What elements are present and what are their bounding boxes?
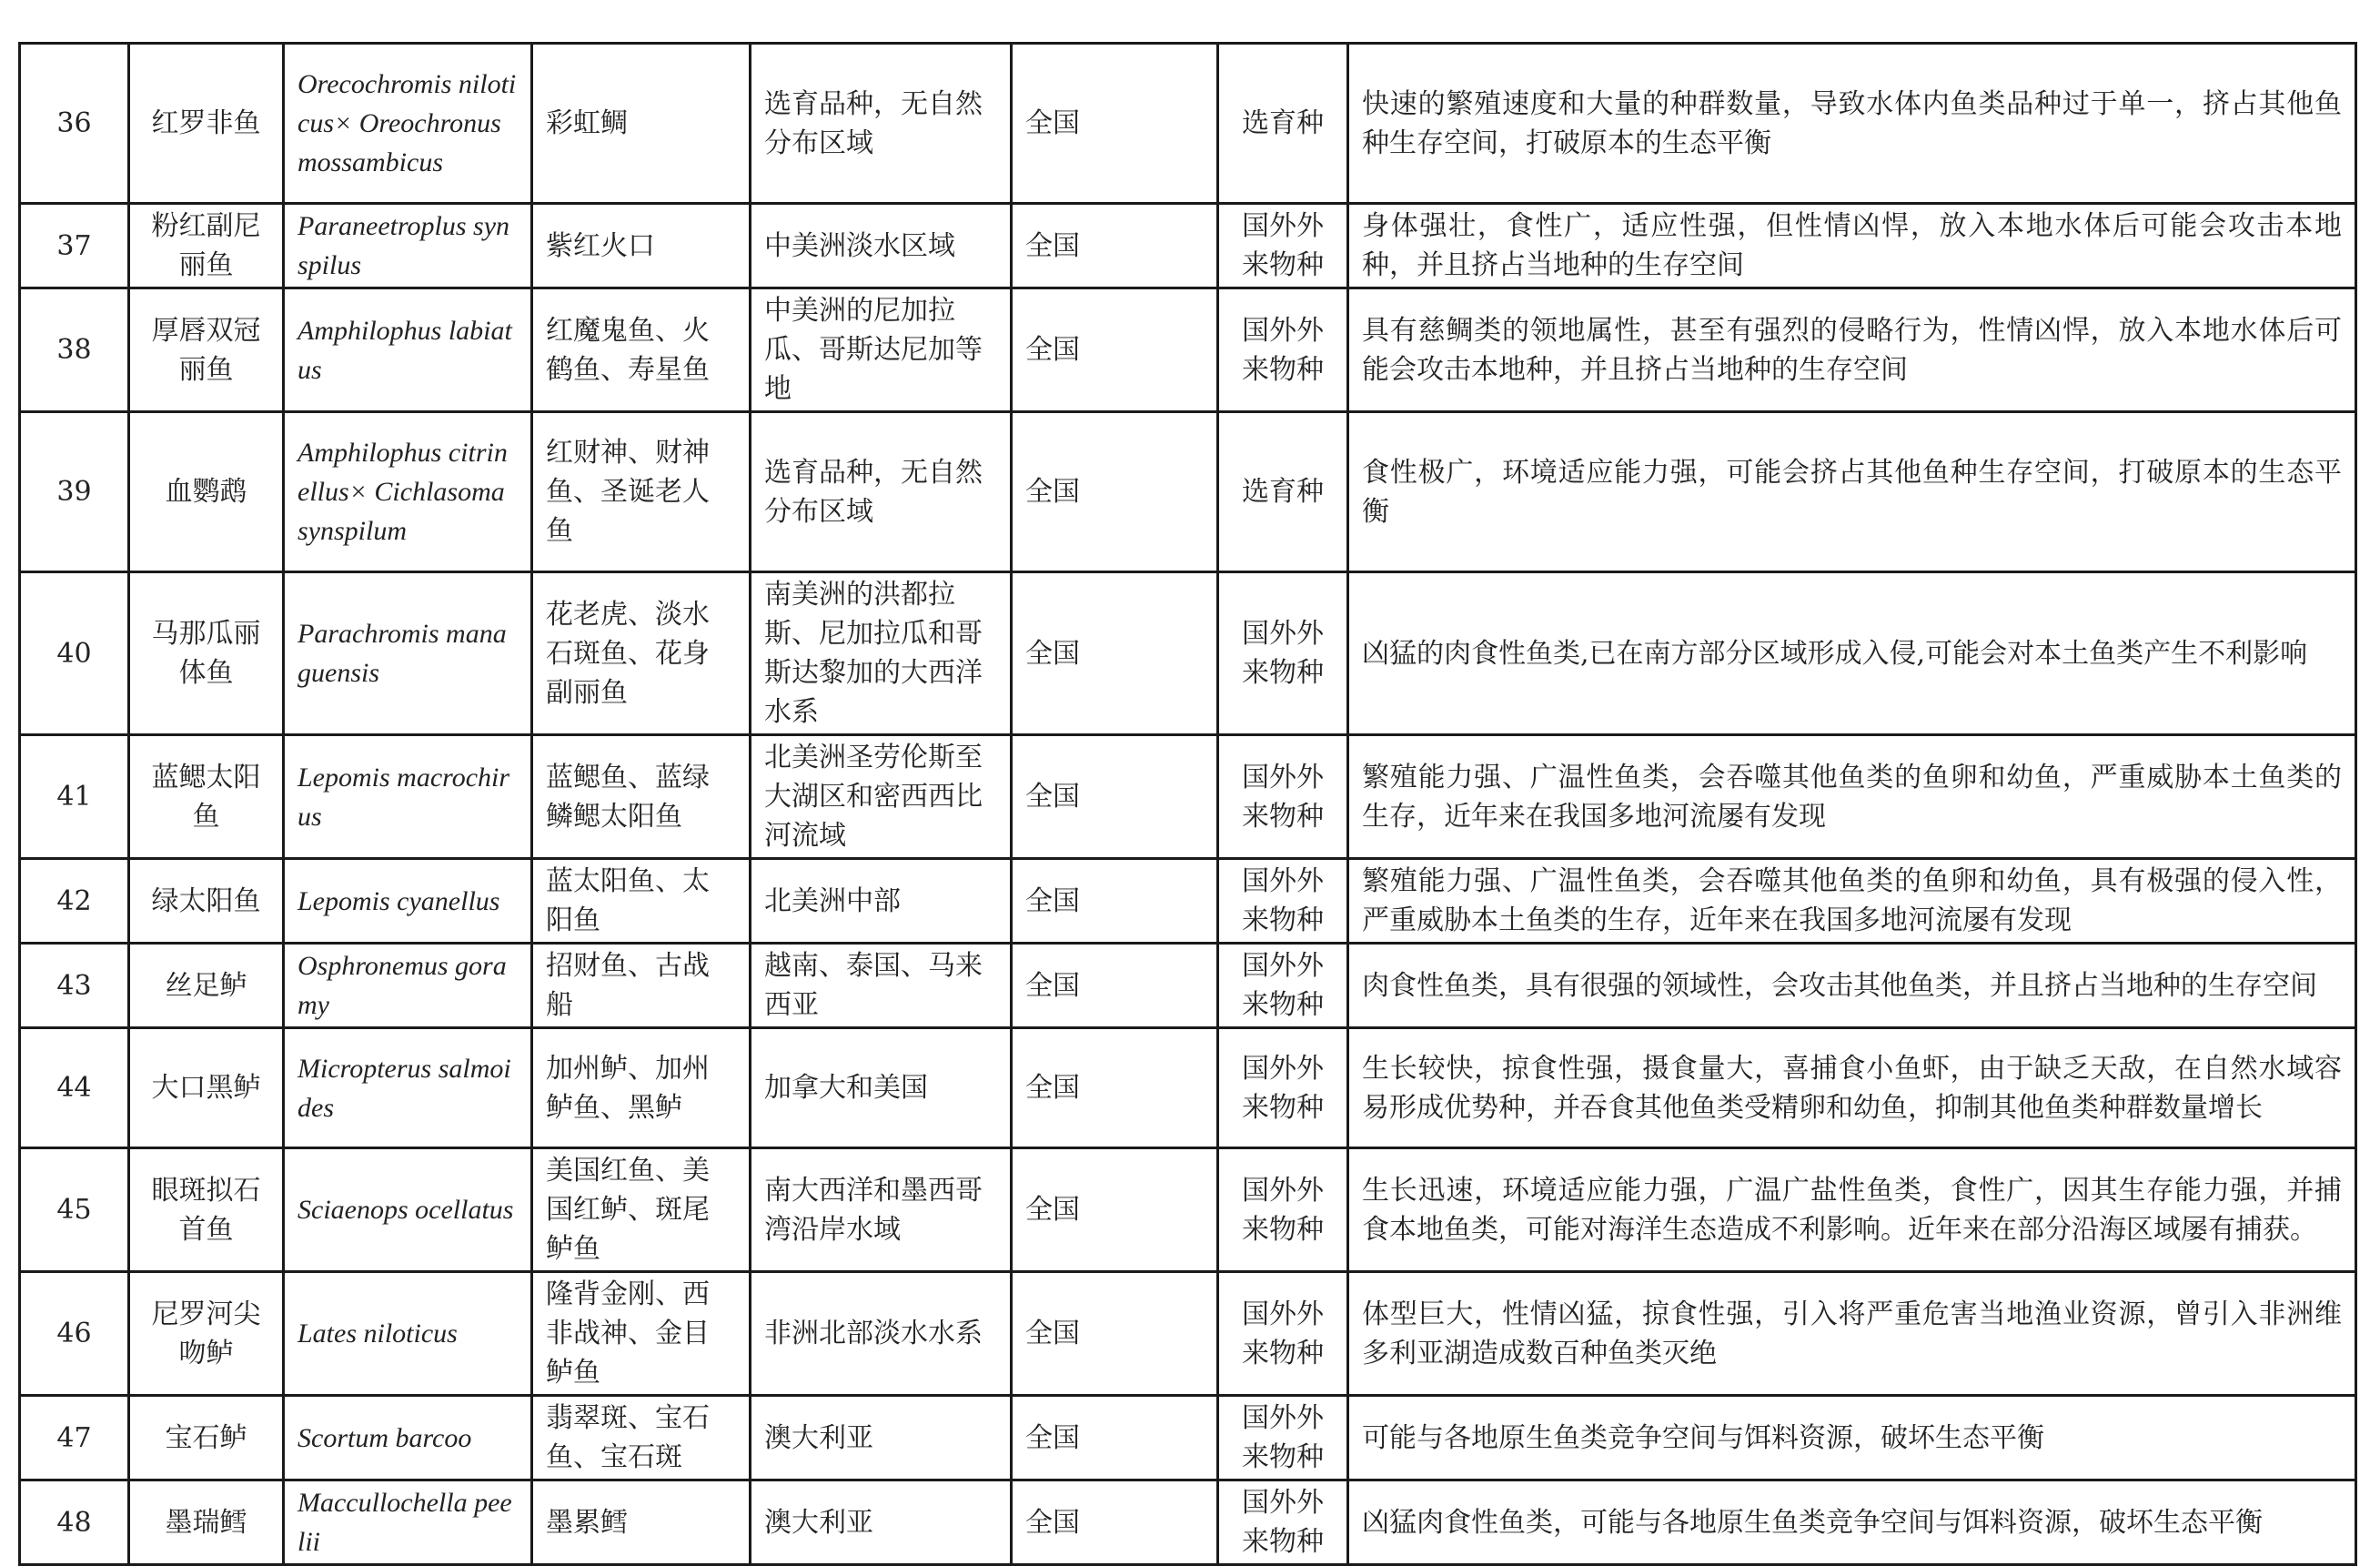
row-number: 47 xyxy=(20,1396,129,1480)
risk-description: 凶猛的肉食性鱼类,已在南方部分区域形成入侵,可能会对本土鱼类产生不利影响 xyxy=(1348,572,2356,735)
alias-name: 墨累鳕 xyxy=(532,1480,751,1565)
common-name: 粉红副尼丽鱼 xyxy=(129,204,284,288)
risk-description: 体型巨大，性情凶猛，掠食性强，引入将严重危害当地渔业资源，曾引入非洲维多利亚湖造成数百种鱼类灭绝 xyxy=(1348,1272,2356,1396)
table-row xyxy=(20,44,2356,204)
origin-region: 南美洲的洪都拉斯、尼加拉瓜和哥斯达黎加的大西洋水系 xyxy=(751,572,1012,735)
origin-region: 越南、泰国、马来西亚 xyxy=(751,944,1012,1028)
alias-name: 红魔鬼鱼、火鹤鱼、寿星鱼 xyxy=(532,288,751,412)
row-number: 41 xyxy=(20,735,129,859)
scientific-name: Scortum barcoo xyxy=(284,1396,532,1480)
scientific-name: Lepomis macrochirus xyxy=(284,735,532,859)
risk-description: 身体强壮，食性广，适应性强，但性情凶悍，放入本地水体后可能会攻击本地种，并且挤占当地种的生存空间 xyxy=(1348,204,2356,288)
common-name: 墨瑞鳕 xyxy=(129,1480,284,1565)
scientific-name: Lepomis cyanellus xyxy=(284,859,532,944)
common-name: 马那瓜丽体鱼 xyxy=(129,572,284,735)
row-number: 46 xyxy=(20,1272,129,1396)
distribution-range: 全国 xyxy=(1012,412,1218,572)
scientific-name: Sciaenops ocellatus xyxy=(284,1148,532,1272)
species-type: 国外外来物种 xyxy=(1218,1028,1348,1148)
scientific-name: Amphilophus citrinellus× Cichlasoma synspilum xyxy=(284,412,532,572)
row-number: 39 xyxy=(20,412,129,572)
alias-name: 翡翠斑、宝石鱼、宝石斑 xyxy=(532,1396,751,1480)
scientific-name: Orecochromis niloticus× Oreochronus mossambicus xyxy=(284,44,532,204)
distribution-range: 全国 xyxy=(1012,735,1218,859)
origin-region: 选育品种，无自然分布区域 xyxy=(751,412,1012,572)
origin-region: 中美洲淡水区域 xyxy=(751,204,1012,288)
common-name: 绿太阳鱼 xyxy=(129,859,284,944)
species-type: 国外外来物种 xyxy=(1218,288,1348,412)
scientific-name: Amphilophus labiatus xyxy=(284,288,532,412)
table-row xyxy=(20,859,2356,944)
row-number: 45 xyxy=(20,1148,129,1272)
origin-region: 北美洲圣劳伦斯至大湖区和密西西比河流域 xyxy=(751,735,1012,859)
scientific-name: Osphronemus goramy xyxy=(284,944,532,1028)
common-name: 蓝鳃太阳鱼 xyxy=(129,735,284,859)
distribution-range: 全国 xyxy=(1012,1028,1218,1148)
table-row xyxy=(20,1148,2356,1272)
alias-name: 红财神、财神鱼、圣诞老人鱼 xyxy=(532,412,751,572)
risk-description: 生长迅速，环境适应能力强，广温广盐性鱼类，食性广，因其生存能力强，并捕食本地鱼类，可能对海洋生态造成不利影响。近年来在部分沿海区域屡有捕获。 xyxy=(1348,1148,2356,1272)
table-row xyxy=(20,412,2356,572)
row-number: 42 xyxy=(20,859,129,944)
scientific-name: Lates niloticus xyxy=(284,1272,532,1396)
common-name: 厚唇双冠丽鱼 xyxy=(129,288,284,412)
origin-region: 南大西洋和墨西哥湾沿岸水域 xyxy=(751,1148,1012,1272)
species-table xyxy=(18,42,2357,1566)
risk-description: 生长较快，掠食性强，摄食量大，喜捕食小鱼虾，由于缺乏天敌，在自然水域容易形成优势种，并吞食其他鱼类受精卵和幼鱼，抑制其他鱼类种群数量增长 xyxy=(1348,1028,2356,1148)
alias-name: 加州鲈、加州鲈鱼、黑鲈 xyxy=(532,1028,751,1148)
distribution-range: 全国 xyxy=(1012,572,1218,735)
species-type: 选育种 xyxy=(1218,412,1348,572)
table-row xyxy=(20,735,2356,859)
origin-region: 澳大利亚 xyxy=(751,1396,1012,1480)
origin-region: 非洲北部淡水水系 xyxy=(751,1272,1012,1396)
species-type: 国外外来物种 xyxy=(1218,1480,1348,1565)
row-number: 44 xyxy=(20,1028,129,1148)
species-type: 国外外来物种 xyxy=(1218,944,1348,1028)
distribution-range: 全国 xyxy=(1012,288,1218,412)
risk-description: 肉食性鱼类，具有很强的领域性，会攻击其他鱼类，并且挤占当地种的生存空间 xyxy=(1348,944,2356,1028)
common-name: 眼斑拟石首鱼 xyxy=(129,1148,284,1272)
distribution-range: 全国 xyxy=(1012,1480,1218,1565)
origin-region: 中美洲的尼加拉瓜、哥斯达尼加等地 xyxy=(751,288,1012,412)
species-type: 国外外来物种 xyxy=(1218,735,1348,859)
origin-region: 选育品种，无自然分布区域 xyxy=(751,44,1012,204)
species-type: 国外外来物种 xyxy=(1218,1272,1348,1396)
scientific-name: Micropterus salmoides xyxy=(284,1028,532,1148)
common-name: 宝石鲈 xyxy=(129,1396,284,1480)
alias-name: 紫红火口 xyxy=(532,204,751,288)
distribution-range: 全国 xyxy=(1012,859,1218,944)
table-row xyxy=(20,572,2356,735)
alias-name: 彩虹鲷 xyxy=(532,44,751,204)
origin-region: 加拿大和美国 xyxy=(751,1028,1012,1148)
species-type: 选育种 xyxy=(1218,44,1348,204)
table-row xyxy=(20,944,2356,1028)
common-name: 尼罗河尖吻鲈 xyxy=(129,1272,284,1396)
distribution-range: 全国 xyxy=(1012,1148,1218,1272)
table-row xyxy=(20,1028,2356,1148)
scientific-name: Maccullochella peelii xyxy=(284,1480,532,1565)
common-name: 血鹦鹉 xyxy=(129,412,284,572)
scientific-name: Paraneetroplus synspilus xyxy=(284,204,532,288)
risk-description: 繁殖能力强、广温性鱼类，会吞噬其他鱼类的鱼卵和幼鱼，具有极强的侵入性，严重威胁本土鱼类的生存，近年来在我国多地河流屡有发现 xyxy=(1348,859,2356,944)
row-number: 40 xyxy=(20,572,129,735)
alias-name: 蓝鳃鱼、蓝绿鳞鳃太阳鱼 xyxy=(532,735,751,859)
table-row xyxy=(20,204,2356,288)
species-table-body xyxy=(20,44,2356,1565)
alias-name: 美国红鱼、美国红鲈、斑尾鲈鱼 xyxy=(532,1148,751,1272)
distribution-range: 全国 xyxy=(1012,944,1218,1028)
row-number: 38 xyxy=(20,288,129,412)
risk-description: 快速的繁殖速度和大量的种群数量，导致水体内鱼类品种过于单一，挤占其他鱼种生存空间，打破原本的生态平衡 xyxy=(1348,44,2356,204)
origin-region: 北美洲中部 xyxy=(751,859,1012,944)
risk-description: 凶猛肉食性鱼类，可能与各地原生鱼类竞争空间与饵料资源，破坏生态平衡 xyxy=(1348,1480,2356,1565)
species-type: 国外外来物种 xyxy=(1218,1396,1348,1480)
risk-description: 繁殖能力强、广温性鱼类，会吞噬其他鱼类的鱼卵和幼鱼，严重威胁本土鱼类的生存，近年来在我国多地河流屡有发现 xyxy=(1348,735,2356,859)
distribution-range: 全国 xyxy=(1012,44,1218,204)
risk-description: 可能与各地原生鱼类竞争空间与饵料资源，破坏生态平衡 xyxy=(1348,1396,2356,1480)
species-type: 国外外来物种 xyxy=(1218,1148,1348,1272)
species-type: 国外外来物种 xyxy=(1218,572,1348,735)
alias-name: 隆背金刚、西非战神、金目鲈鱼 xyxy=(532,1272,751,1396)
row-number: 36 xyxy=(20,44,129,204)
risk-description: 具有慈鲷类的领地属性，甚至有强烈的侵略行为，性情凶悍，放入本地水体后可能会攻击本地种，并且挤占当地种的生存空间 xyxy=(1348,288,2356,412)
risk-description: 食性极广，环境适应能力强，可能会挤占其他鱼种生存空间，打破原本的生态平衡 xyxy=(1348,412,2356,572)
table-row xyxy=(20,1480,2356,1565)
species-type: 国外外来物种 xyxy=(1218,859,1348,944)
alias-name: 蓝太阳鱼、太阳鱼 xyxy=(532,859,751,944)
distribution-range: 全国 xyxy=(1012,1272,1218,1396)
scientific-name: Parachromis managuensis xyxy=(284,572,532,735)
common-name: 大口黑鲈 xyxy=(129,1028,284,1148)
distribution-range: 全国 xyxy=(1012,1396,1218,1480)
origin-region: 澳大利亚 xyxy=(751,1480,1012,1565)
species-type: 国外外来物种 xyxy=(1218,204,1348,288)
row-number: 43 xyxy=(20,944,129,1028)
row-number: 37 xyxy=(20,204,129,288)
table-row xyxy=(20,1396,2356,1480)
distribution-range: 全国 xyxy=(1012,204,1218,288)
common-name: 红罗非鱼 xyxy=(129,44,284,204)
table-row xyxy=(20,1272,2356,1396)
common-name: 丝足鲈 xyxy=(129,944,284,1028)
alias-name: 招财鱼、古战船 xyxy=(532,944,751,1028)
row-number: 48 xyxy=(20,1480,129,1565)
table-row xyxy=(20,288,2356,412)
alias-name: 花老虎、淡水石斑鱼、花身副丽鱼 xyxy=(532,572,751,735)
